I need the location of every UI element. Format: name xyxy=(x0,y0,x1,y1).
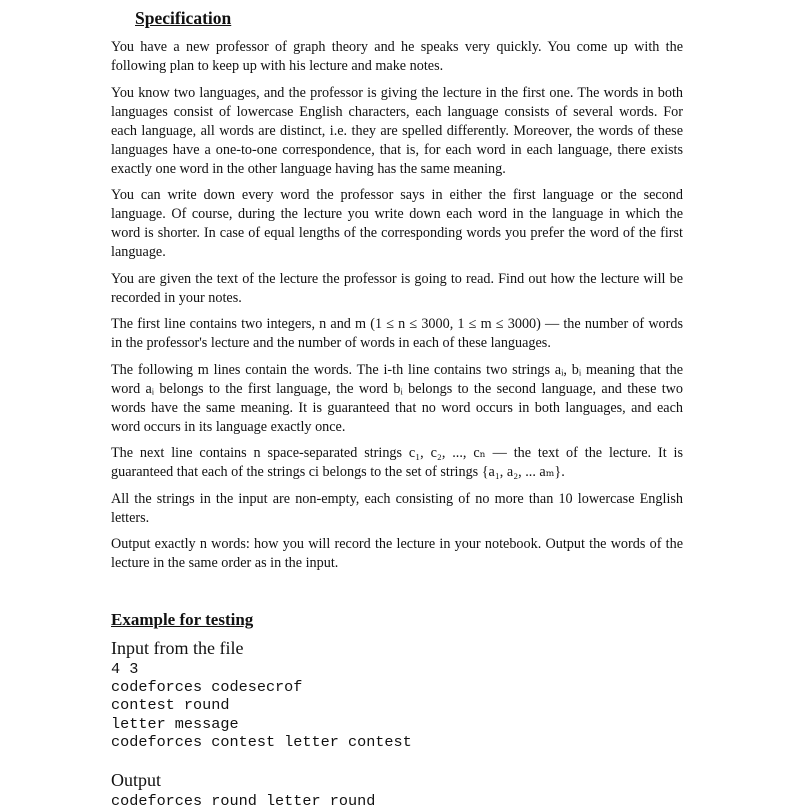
paragraph: You know two languages, and the professor is giving the lecture in the first one. The words in both languages consist of lowercase English characters, each language consists of several words. For each language, all words are distinct, i.e. they are spelled differently. Moreover, the words of these languages have a one-to-one correspondence, that is, for each word in each language, there exists exactly one word in the other language having has the same meaning. xyxy=(111,84,683,177)
paragraph: The next line contains n space-separated strings c₁, c₂, ..., cₙ — the text of the lecture. It is guaranteed that each of the strings ci belongs to the set of strings {a₁, a₂, ... aₘ}. xyxy=(111,445,683,480)
paragraph: You have a new professor of graph theory and he speaks very quickly. You come up with the following plan to keep up with his lecture and make notes. xyxy=(111,39,683,74)
paragraph: You are given the text of the lecture the professor is going to read. Find out how the lecture will be recorded in your notes. xyxy=(111,270,683,306)
paragraph: The first line contains two integers, n and m (1 ≤ n ≤ 3000, 1 ≤ m ≤ 3000) — the number of words in the professor's lecture and the number of words in each of these languages. xyxy=(111,316,683,351)
paragraph: Output exactly n words: how you will record the lecture in your notebook. Output the words of the lecture in the same order as in the input. xyxy=(111,536,683,571)
output-label: Output xyxy=(111,770,162,790)
output-example: codeforces round letter round xyxy=(111,792,376,810)
paragraph: You can write down every word the professor says in either the first language or the second language. Of course, during the lecture you write down each word in the language in which the word is shorter. In case of equal lengths of the corresponding words you prefer the word of the first language. xyxy=(111,187,683,260)
paragraph: All the strings in the input are non-empty, each consisting of no more than 10 lowercase English letters. xyxy=(111,490,683,526)
input-label: Input from the file xyxy=(111,638,244,658)
input-example: 4 3 codeforces codesecrof contest round letter message codeforces contest letter contest xyxy=(111,660,412,751)
paragraph: The following m lines contain the words. The i-th line contains two strings aᵢ, bᵢ meaning that the word aᵢ belongs to the first language, the word bᵢ belongs to the second language, and these two words have the same meaning. It is guaranteed that no word occurs in both languages, and each word occurs in its language exactly once. xyxy=(111,361,683,435)
section-title: Specification xyxy=(135,8,232,28)
example-heading: Example for testing xyxy=(111,610,254,629)
specification-body xyxy=(111,38,683,573)
